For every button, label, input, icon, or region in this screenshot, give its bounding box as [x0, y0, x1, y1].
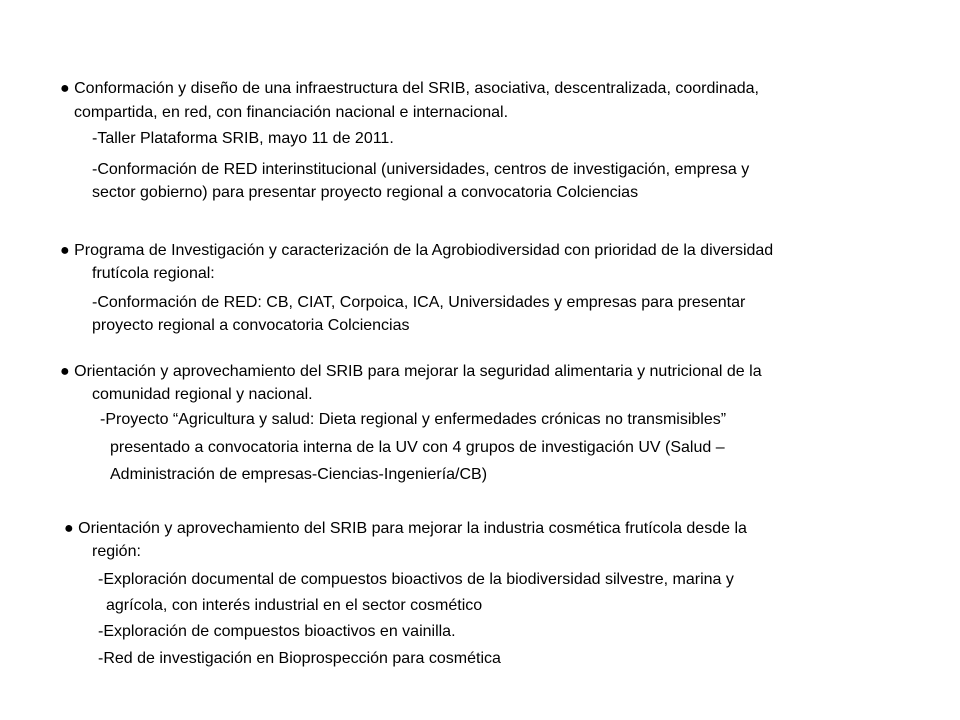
- section-4-item-1-line-1: -Exploración documental de compuestos bioactivos de la biodiversidad silvestre, marina y: [98, 571, 734, 588]
- section-2-item-1-line-2: proyecto regional a convocatoria Colciencias: [92, 317, 410, 334]
- section-1-item-1: -Taller Plataforma SRIB, mayo 11 de 2011.: [92, 130, 394, 147]
- section-1-heading-line-2: compartida, en red, con financiación nacional e internacional.: [74, 104, 509, 121]
- section-2-heading-line-2: frutícola regional:: [92, 265, 215, 282]
- section-3-heading-line-2: comunidad regional y nacional.: [92, 386, 313, 403]
- section-1-heading-line-1: ● Conformación y diseño de una infraestructura del SRIB, asociativa, descentralizada, coordinada,: [60, 80, 759, 97]
- section-3-heading-line-1: ● Orientación y aprovechamiento del SRIB para mejorar la seguridad alimentaria y nutricional de la: [60, 363, 762, 380]
- section-4-item-1-line-2: agrícola, con interés industrial en el sector cosmético: [106, 597, 483, 614]
- section-3-item-1-line-1: -Proyecto “Agricultura y salud: Dieta regional y enfermedades crónicas no transmisibles”: [100, 411, 727, 428]
- section-2-item-1-line-1: -Conformación de RED: CB, CIAT, Corpoica, ICA, Universidades y empresas para presentar: [92, 294, 746, 311]
- section-4-heading-line-2: región:: [92, 543, 141, 560]
- section-1-item-2-line-2: sector gobierno) para presentar proyecto regional a convocatoria Colciencias: [92, 184, 639, 201]
- bullet-icon: ●: [60, 80, 70, 97]
- section-4-heading-line-1: ● Orientación y aprovechamiento del SRIB para mejorar la industria cosmética frutícola desde la: [64, 520, 747, 537]
- section-4-item-3: -Red de investigación en Bioprospección para cosmética: [98, 650, 501, 667]
- bullet-icon: ●: [64, 520, 74, 537]
- section-3-item-1-line-2: presentado a convocatoria interna de la UV con 4 grupos de investigación UV (Salud –: [110, 439, 725, 456]
- section-2-heading-line-1: ● Programa de Investigación y caracterización de la Agrobiodiversidad con prioridad de la diversidad: [60, 242, 774, 259]
- bullet-icon: ●: [60, 363, 70, 380]
- section-1-item-2-line-1: -Conformación de RED interinstitucional (universidades, centros de investigación, empresa y: [92, 161, 750, 178]
- section-3-item-1-line-3: Administración de empresas-Ciencias-Ingeniería/CB): [110, 466, 488, 483]
- bullet-icon: ●: [60, 242, 70, 259]
- section-4-item-2: -Exploración de compuestos bioactivos en vainilla.: [98, 623, 456, 640]
